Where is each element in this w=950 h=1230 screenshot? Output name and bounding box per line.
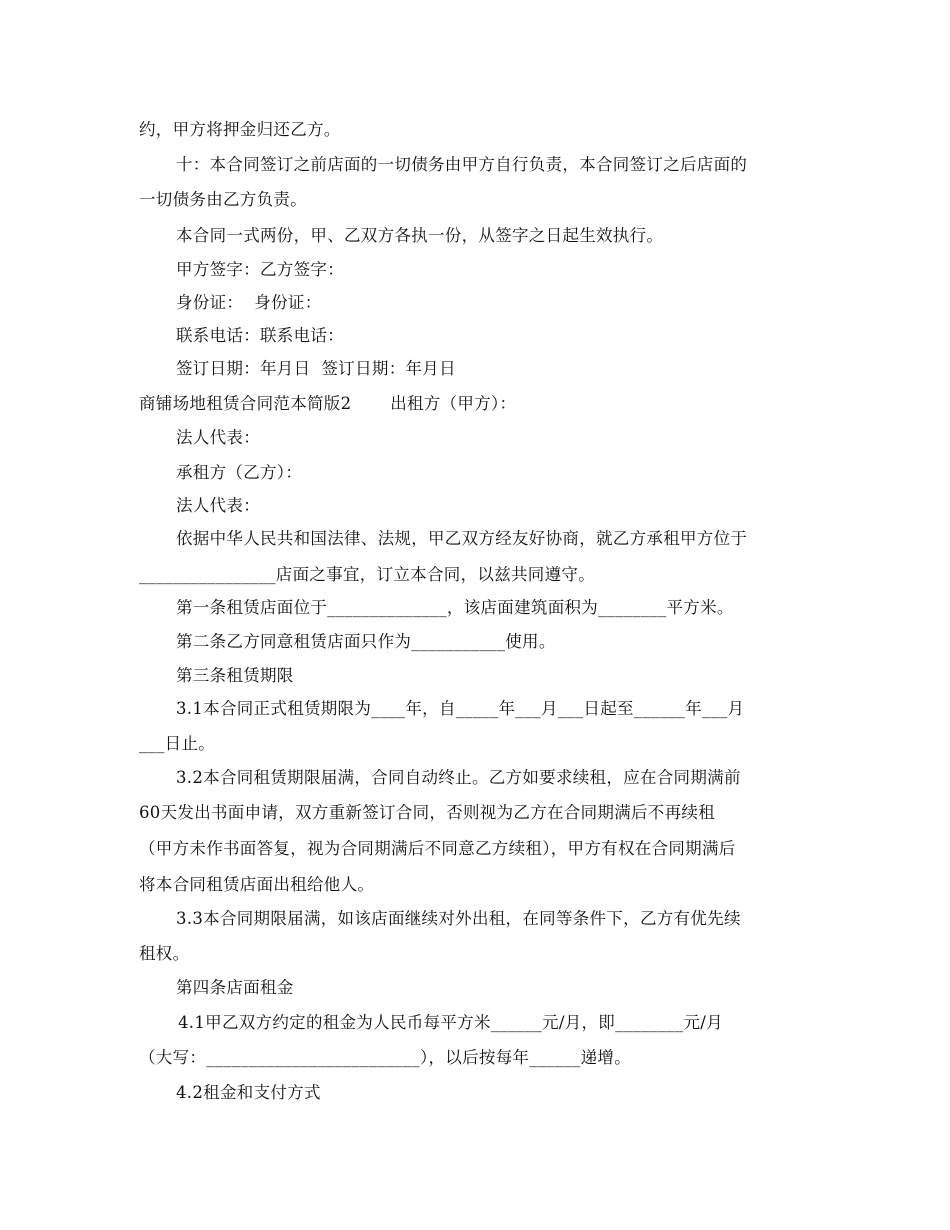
text-line: 十：本合同签订之前店面的一切债务由甲方自行负责，本合同签订之后店面的 bbox=[176, 155, 748, 174]
text-line: 第二条乙方同意租赁店面只作为___________使用。 bbox=[176, 632, 556, 651]
text-line: 联系电话：联系电话： bbox=[176, 326, 344, 345]
text-line: ___日止。 bbox=[139, 734, 216, 753]
text-line: 4.1甲乙双方约定的租金为人民币每平方米______元/月，即________元/月 bbox=[178, 1013, 723, 1032]
text-line: 4.2租金和支付方式 bbox=[176, 1083, 321, 1102]
text-line: （大写：_________________________），以后按每年______递增。 bbox=[139, 1048, 631, 1067]
text-line: 签订日期：年月日 签订日期：年月日 bbox=[176, 359, 456, 378]
section-title: 商铺场地租赁合同范本简版2 出租方（甲方）： bbox=[139, 394, 517, 413]
text-line: 约，甲方将押金归还乙方。 bbox=[139, 120, 341, 139]
text-line: （甲方未作书面答复，视为合同期满后不同意乙方续租），甲方有权在合同期满后 bbox=[139, 839, 736, 858]
text-line: 第三条租赁期限 bbox=[176, 666, 294, 685]
text-line: 身份证： 身份证： bbox=[176, 293, 322, 312]
text-line: 法人代表： bbox=[176, 496, 260, 515]
text-line: 法人代表： bbox=[176, 428, 260, 447]
text-line: 3.1本合同正式租赁期限为____年，自_____年___月___日起至______年___月 bbox=[176, 699, 745, 718]
text-line: 承租方（乙方）： bbox=[176, 463, 303, 482]
text-line: 3.2本合同租赁期限届满，合同自动终止。乙方如要求续租，应在合同期满前 bbox=[176, 768, 741, 787]
text-line: 本合同一式两份，甲、乙双方各执一份，从签字之日起生效执行。 bbox=[176, 226, 664, 245]
text-line: 3.3本合同期限届满，如该店面继续对外出租，在同等条件下，乙方有优先续 bbox=[176, 909, 741, 928]
text-line: 第四条店面租金 bbox=[176, 978, 294, 997]
text-line: 依据中华人民共和国法律、法规，甲乙双方经友好协商，就乙方承租甲方位于 bbox=[176, 529, 748, 548]
text-line: 60天发出书面申请，双方重新签订合同，否则视为乙方在合同期满后不再续租 bbox=[139, 803, 715, 822]
text-line: 第一条租赁店面位于______________，该店面建筑面积为________平方米。 bbox=[176, 598, 734, 617]
text-line: 将本合同租赁店面出租给他人。 bbox=[139, 875, 375, 894]
text-line: ________________店面之事宜，订立本合同，以兹共同遵守。 bbox=[139, 565, 595, 584]
text-line: 一切债务由乙方负责。 bbox=[139, 190, 307, 209]
text-line: 甲方签字：乙方签字： bbox=[176, 260, 344, 279]
text-line: 租权。 bbox=[139, 944, 190, 963]
